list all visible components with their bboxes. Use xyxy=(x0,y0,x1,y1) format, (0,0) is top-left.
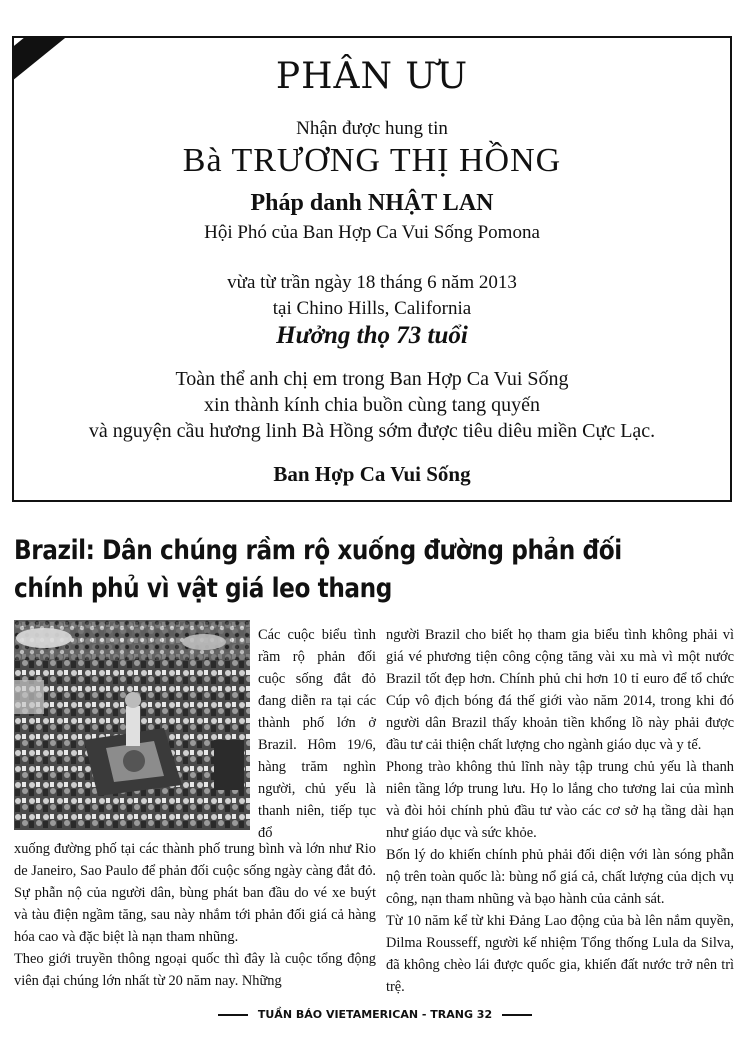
article-paragraph: Các cuộc biểu tình rầm rộ phản đối cuộc sống đắt đỏ đang diễn ra tại các thành phố lớn ở Brazil. Hôm 19/6, hàng trăm nghìn người, chủ yếu là thanh niên, tiếp tục đổ xyxy=(258,627,376,841)
article-right-column xyxy=(386,624,734,998)
headline-line: chính phủ vì vật giá leo thang xyxy=(14,573,392,604)
message-line: Toàn thể anh chị em trong Ban Hợp Ca Vui Sống xyxy=(175,368,569,390)
article-headline xyxy=(14,532,633,608)
deceased-position: Hội Phó của Ban Hợp Ca Vui Sống Pomona xyxy=(204,222,540,243)
date-line: vừa từ trần ngày 18 tháng 6 năm 2013 xyxy=(227,272,517,293)
article-paragraph: Phong trào không thủ lĩnh này tập trung chủ yếu là thanh niên tầng lớp trung lưu. Họ lo lắng cho tương lai của mình và đòi hỏi chính phủ đầu tư vào các cơ sở hạ tầng dài hạn như giáo dục và sức khỏe. xyxy=(386,759,734,841)
article-paragraph: Bốn lý do khiến chính phủ phải đối diện với làn sóng phẫn nộ trên toàn quốc là: bùng nổ giá cả, chất lượng của dịch vụ công, nạn tham nhũng và bạo hành của cảnh sát. xyxy=(386,847,734,907)
notice-intro: Nhận được hung tin xyxy=(296,118,448,139)
place-line: tại Chino Hills, California xyxy=(272,298,472,319)
article-paragraph: xuống đường phố tại các thành phố trung bình và lớn như Rio de Janeiro, Sao Paulo để phản đối cuộc sống ngày càng đắt đỏ. Sự phẫn nộ của người dân, bùng phát ban đầu do vé xe buýt và tàu điện ngầm tăng, sau này nhắm tới phản đối giá cả hàng hóa cao và đặc biệt là nạn tham nhũng. xyxy=(14,841,376,945)
age-line: Hưởng thọ 73 tuổi xyxy=(276,322,468,349)
footer-rule-right xyxy=(502,1014,532,1016)
deceased-name: Bà TRƯƠNG THỊ HỒNG xyxy=(182,142,562,179)
message-line: xin thành kính chia buồn cùng tang quyến xyxy=(203,394,541,416)
obituary-notice xyxy=(12,36,732,502)
dharma-name: Pháp danh NHẬT LAN xyxy=(250,190,494,216)
article-paragraph: Từ 10 năm kể từ khi Đảng Lao động của bà lên nắm quyền, Dilma Rousseff, người kế nhiệm Tổng thống Lula da Silva, đã không chèo lái được quốc gia, khiến đất nước trở nên trì trệ. xyxy=(386,913,734,995)
protest-photo xyxy=(14,620,250,830)
footer-text: TUẦN BÁO VIETAMERICAN - TRANG 32 xyxy=(257,1008,493,1021)
notice-title: PHÂN ƯU xyxy=(275,56,469,97)
article-paragraph: người Brazil cho biết họ tham gia biểu tình không phải vì giá vé phương tiện công cộng tăng vài xu mà vì một nước Brazil tốt đẹp hơn. Chính phủ chi hơn 10 tỉ euro để tổ chức Cúp vô địch bóng đá thế giới vào năm 2014, trong khi đó người dân Brazil thấy khoản tiền khổng lồ này phải được đầu tư cải thiện chất lượng cho ngành giáo dục và y tế. xyxy=(386,627,734,753)
article-paragraph: Theo giới truyền thông ngoại quốc thì đây là cuộc tổng động viên đại chúng lớn nhất từ 20 năm nay. Những xyxy=(14,951,376,989)
notice-signature: Ban Hợp Ca Vui Sống xyxy=(273,462,471,486)
article-left-column xyxy=(14,838,376,992)
footer-rule-left xyxy=(218,1014,248,1016)
headline-line: Brazil: Dân chúng rầm rộ xuống đường phản đối xyxy=(14,535,622,566)
page-footer xyxy=(0,1008,750,1021)
article-wrap-column xyxy=(258,624,376,844)
message-line: và nguyện cầu hương linh Bà Hồng sớm được tiêu diêu miền Cực Lạc. xyxy=(88,420,656,442)
